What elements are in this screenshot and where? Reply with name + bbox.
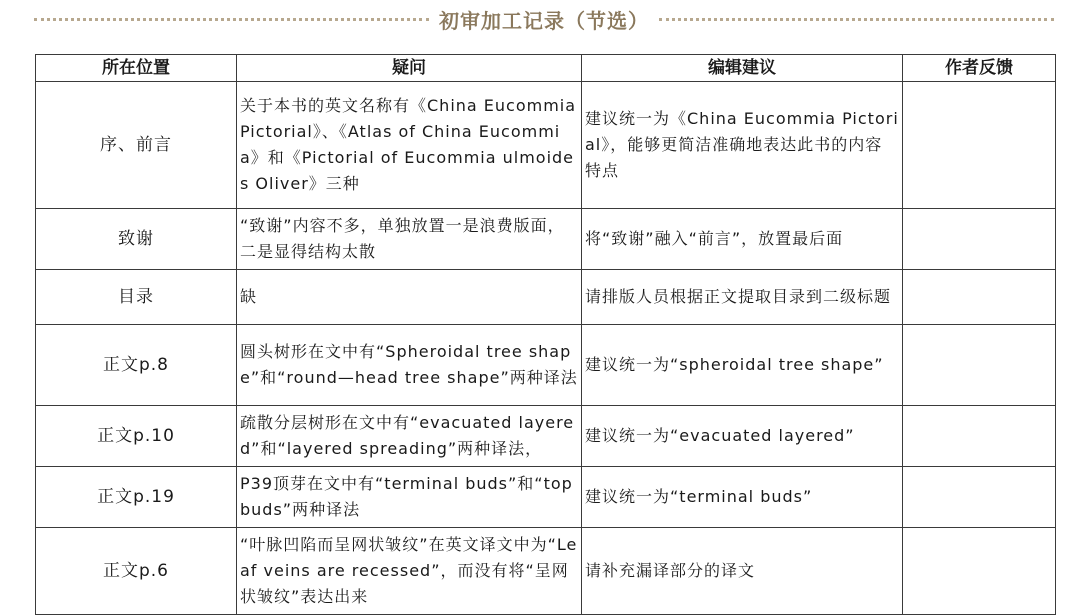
table-row bbox=[36, 528, 1056, 615]
suggestion-cell: 请排版人员根据正文提取目录到二级标题 bbox=[582, 270, 903, 325]
table-row bbox=[36, 406, 1056, 467]
feedback-cell bbox=[903, 406, 1056, 467]
question-cell: P39顶芽在文中有“terminal buds”和“top buds”两种译法 bbox=[237, 467, 582, 528]
column-header-suggestion: 编辑建议 bbox=[582, 55, 903, 82]
column-header-feedback: 作者反馈 bbox=[903, 55, 1056, 82]
location-cell: 致谢 bbox=[36, 209, 237, 270]
location-cell: 序、前言 bbox=[36, 82, 237, 209]
feedback-cell bbox=[903, 325, 1056, 406]
question-cell: 疏散分层树形在文中有“evacuated layered”和“layered spreading”两种译法， bbox=[237, 406, 582, 467]
right-dotted-rule bbox=[659, 18, 1054, 21]
location-cell: 正文p.6 bbox=[36, 528, 237, 615]
suggestion-cell: 请补充漏译部分的译文 bbox=[582, 528, 903, 615]
page-title: 初审加工记录（节选） bbox=[439, 8, 649, 33]
suggestion-cell: 建议统一为“terminal buds” bbox=[582, 467, 903, 528]
feedback-cell bbox=[903, 467, 1056, 528]
table-row bbox=[36, 82, 1056, 209]
question-cell: 缺 bbox=[237, 270, 582, 325]
table-row bbox=[36, 270, 1056, 325]
table-row bbox=[36, 209, 1056, 270]
location-cell: 正文p.10 bbox=[36, 406, 237, 467]
column-header-location: 所在位置 bbox=[36, 55, 237, 82]
table-row bbox=[36, 325, 1056, 406]
feedback-cell bbox=[903, 209, 1056, 270]
table-header-row bbox=[36, 55, 1056, 82]
question-cell: “致谢”内容不多，单独放置一是浪费版面，二是显得结构太散 bbox=[237, 209, 582, 270]
question-cell: “叶脉凹陷而呈网状皱纹”在英文译文中为“Leaf veins are recessed”，而没有将“呈网状皱纹”表达出来 bbox=[237, 528, 582, 615]
review-record-table bbox=[35, 54, 1056, 615]
feedback-cell bbox=[903, 82, 1056, 209]
suggestion-cell: 建议统一为“spheroidal tree shape” bbox=[582, 325, 903, 406]
suggestion-cell: 建议统一为《China Eucommia Pictorial》，能够更简洁准确地表达此书的内容特点 bbox=[582, 82, 903, 209]
column-header-question: 疑问 bbox=[237, 55, 582, 82]
title-bar bbox=[34, 2, 1054, 36]
table-row bbox=[36, 467, 1056, 528]
question-cell: 圆头树形在文中有“Spheroidal tree shape”和“round—head tree shape”两种译法 bbox=[237, 325, 582, 406]
feedback-cell bbox=[903, 528, 1056, 615]
location-cell: 目录 bbox=[36, 270, 237, 325]
question-cell: 关于本书的英文名称有《China Eucommia Pictorial》、《Atlas of China Eucommia》和《Pictorial of Eucommia ulmoides Oliver》三种 bbox=[237, 82, 582, 209]
location-cell: 正文p.19 bbox=[36, 467, 237, 528]
suggestion-cell: 将“致谢”融入“前言”，放置最后面 bbox=[582, 209, 903, 270]
suggestion-cell: 建议统一为“evacuated layered” bbox=[582, 406, 903, 467]
feedback-cell bbox=[903, 270, 1056, 325]
left-dotted-rule bbox=[34, 18, 429, 21]
location-cell: 正文p.8 bbox=[36, 325, 237, 406]
